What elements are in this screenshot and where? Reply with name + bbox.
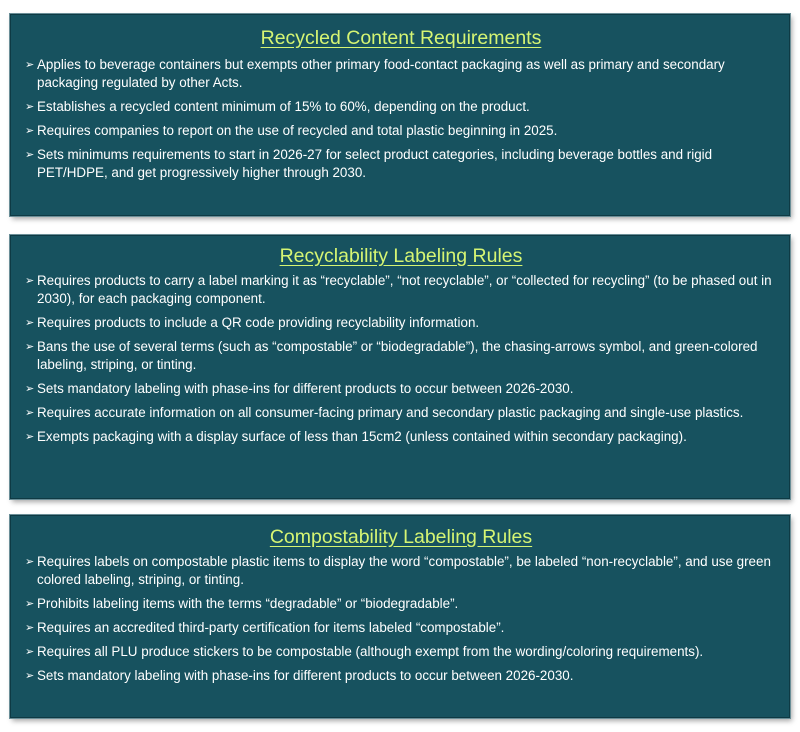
list-item-text: Requires labels on compostable plastic items to display the word “compostable”, be labeled “non-recyclable”, and use green colored labeling, striping, or tinting. — [37, 554, 771, 587]
list-item-text: Requires products to carry a label marking it as “recyclable”, “not recyclable”, or “collected for recycling” (to be phased out in 2030), for each packaging component. — [37, 273, 772, 306]
arrow-bullet-icon: ➢ — [25, 317, 35, 329]
section-title: Compostability Labeling Rules — [269, 526, 533, 548]
arrow-bullet-icon: ➢ — [25, 125, 35, 137]
list-item-text: Sets mandatory labeling with phase-ins for different products to occur between 2026-2030. — [37, 381, 574, 396]
arrow-bullet-icon: ➢ — [25, 598, 35, 610]
recycled-content-panel — [10, 14, 790, 216]
arrow-bullet-icon: ➢ — [25, 670, 35, 682]
bullet-list — [25, 56, 777, 182]
arrow-bullet-icon: ➢ — [25, 275, 35, 287]
arrow-bullet-icon: ➢ — [25, 149, 35, 161]
section-title: Recycled Content Requirements — [260, 27, 542, 49]
arrow-bullet-icon: ➢ — [25, 59, 35, 71]
bullet-list — [25, 553, 777, 685]
list-item-text: Establishes a recycled content minimum of 15% to 60%, depending on the product. — [37, 99, 530, 114]
arrow-bullet-icon: ➢ — [25, 431, 35, 443]
list-item — [25, 643, 777, 661]
list-item-text: Sets mandatory labeling with phase-ins for different products to occur between 2026-2030. — [37, 668, 574, 683]
list-item — [25, 272, 777, 308]
list-item — [25, 619, 777, 637]
list-item — [25, 553, 777, 589]
list-item-text: Sets minimums requirements to start in 2026-27 for select product categories, including beverage bottles and rigid PET/HDPE, and get progressively higher through 2030. — [37, 147, 713, 180]
arrow-bullet-icon: ➢ — [25, 556, 35, 568]
list-item-text: Prohibits labeling items with the terms “degradable” or “biodegradable”. — [37, 596, 459, 611]
list-item-text: Requires accurate information on all consumer-facing primary and secondary plastic packaging and single-use plastics. — [37, 405, 744, 420]
arrow-bullet-icon: ➢ — [25, 341, 35, 353]
list-item — [25, 122, 777, 140]
list-item-text: Applies to beverage containers but exempts other primary food-contact packaging as well as primary and secondary packaging regulated by other Acts. — [37, 57, 725, 90]
list-item — [25, 146, 777, 182]
list-item-text: Exempts packaging with a display surface of less than 15cm2 (unless contained within secondary packaging). — [37, 429, 687, 444]
list-item — [25, 667, 777, 685]
list-item — [25, 56, 777, 92]
arrow-bullet-icon: ➢ — [25, 407, 35, 419]
list-item — [25, 314, 777, 332]
arrow-bullet-icon: ➢ — [25, 646, 35, 658]
list-item-text: Requires an accredited third-party certification for items labeled “compostable”. — [37, 620, 505, 635]
list-item — [25, 380, 777, 398]
list-item — [25, 428, 777, 446]
bullet-list — [25, 272, 777, 446]
arrow-bullet-icon: ➢ — [25, 383, 35, 395]
recyclability-labeling-panel — [10, 235, 790, 499]
compostability-labeling-panel — [10, 515, 790, 718]
list-item — [25, 404, 777, 422]
arrow-bullet-icon: ➢ — [25, 622, 35, 634]
list-item-text: Requires all PLU produce stickers to be compostable (although exempt from the wording/coloring requirements). — [37, 644, 704, 659]
list-item-text: Bans the use of several terms (such as “compostable” or “biodegradable”), the chasing-arrows symbol, and green-colored labeling, striping, or tinting. — [37, 339, 758, 372]
arrow-bullet-icon: ➢ — [25, 101, 35, 113]
list-item — [25, 595, 777, 613]
section-title: Recyclability Labeling Rules — [279, 245, 523, 267]
list-item — [25, 98, 777, 116]
list-item-text: Requires products to include a QR code providing recyclability information. — [37, 315, 480, 330]
list-item-text: Requires companies to report on the use of recycled and total plastic beginning in 2025. — [37, 123, 558, 138]
list-item — [25, 338, 777, 374]
